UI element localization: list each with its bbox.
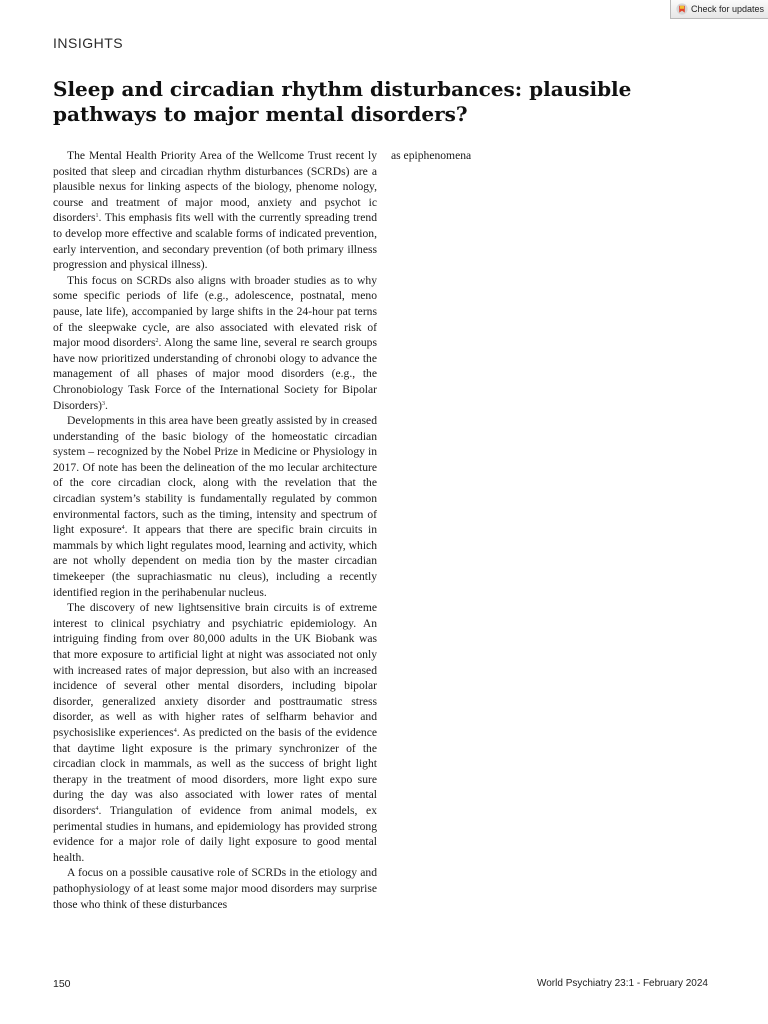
body-paragraph — [53, 865, 377, 912]
reference-superscript: 3 — [101, 400, 105, 407]
paragraph-text: . — [104, 398, 108, 412]
paragraph-text: . As predicted on the basis of the evidence that daytime light exposure is the primary synchronizer of the circadian clock in mammals, as well as the success of bright light therapy in the treatment of mood disorders, more light expo sure during the day was also associated with lower rates of mental disorders — [53, 725, 377, 817]
reference-superscript: 2 — [155, 338, 159, 345]
paragraph-text: This focus on SCRDs also aligns with broader studies as to why some specific periods of life (e.g., adolescence, postnatal, meno pause, late life), accompanied by large shifts in the 24-hour pat terns of the sleepwake cycle, are also associated with elevated risk of major mood disorders — [53, 273, 377, 350]
article-body-right-column: as epiphenomena — [391, 149, 472, 162]
page-number: 150 — [53, 978, 71, 990]
paragraph-text: A focus on a possible causative role of SCRDs in the etiology and pathophysiology of at least some major mood disorders may surprise those who think of these disturbances — [53, 866, 377, 911]
body-paragraph — [53, 148, 377, 273]
paragraph-text: The discovery of new lightsensitive brain circuits is of extreme interest to clinical psychiatry and psychiatric epidemiology. An intriguing finding from over 80,000 adults in the UK Biobank was that more exposure to artificial light at night was associated not only with increased rates of major depression, but also with an increased incidence of several other mental disorders, including bipolar disorder, generalized anxiety disorder and posttraumatic stress disorder, as well as with higher rates of selfharm behavior and psychosislike experiences — [53, 601, 377, 739]
paragraph-text: The Mental Health Priority Area of the Wellcome Trust recent ly posited that sleep and circadian rhythm disturbances (SCRDs) are a plausible nexus for linking aspects of the biology, phenome nology, course and treatment of major mood, anxiety and psychot ic disorders — [53, 149, 377, 225]
paragraph-text: Developments in this area have been greatly assisted by in creased understanding of the basic biology of the homeostatic circadian system – recognized by the Nobel Prize in Medicine or Physiology in 2017. Of note has been the delineation of the mo lecular architecture of the core circadian clock, along with the revelation that the circadian system’s stability is fundamentally regulated by common environmental factors, such as the timing, intensity and spectrum of light exposure — [53, 414, 377, 537]
journal-citation: World Psychiatry 23:1 - February 2024 — [536, 978, 708, 989]
check-for-updates-button[interactable] — [670, 0, 768, 19]
reference-superscript: 4 — [95, 805, 99, 812]
body-paragraph — [53, 273, 377, 413]
body-paragraph — [53, 600, 377, 865]
article-body-left-column — [53, 148, 377, 912]
crossmark-icon — [676, 3, 688, 15]
paragraph-text: . Along the same line, several re search groups have now prioritized understanding of chronobi ology to advance the management of all phases of major mood disorders (e.g., the Chronobiology Task Force of the International Society for Bipolar Disorders) — [53, 336, 377, 412]
section-label: INSIGHTS — [53, 35, 124, 51]
paragraph-text: . Triangulation of evidence from animal models, ex perimental studies in humans, and epidemiology has provided strong evidence for a major role of daily light exposure to good mental health. — [53, 803, 377, 864]
paragraph-text: . It appears that there are specific brain circuits in mammals by which light regulates mood, learning and activity, which are not wholly dependent on media tion by the master circadian timekeeper (the suprachiasmatic nu cleus), including a recently identified region in the perihabenular nucleus. — [53, 523, 377, 599]
article-title: Sleep and circadian rhythm disturbances: plausible pathways to major mental disorders? — [53, 77, 632, 126]
body-paragraph — [53, 413, 377, 600]
reference-superscript: 4 — [121, 525, 125, 532]
reference-superscript: 1 — [95, 213, 99, 220]
paragraph-text: . This emphasis fits well with the currently spreading trend to develop more effective and scalable forms of indicated prevention, early intervention, and secondary prevention (of both primary illness progression and physical illness). — [53, 211, 377, 272]
reference-superscript: 4 — [173, 727, 177, 734]
check-for-updates-label: Check for updates — [691, 4, 765, 14]
